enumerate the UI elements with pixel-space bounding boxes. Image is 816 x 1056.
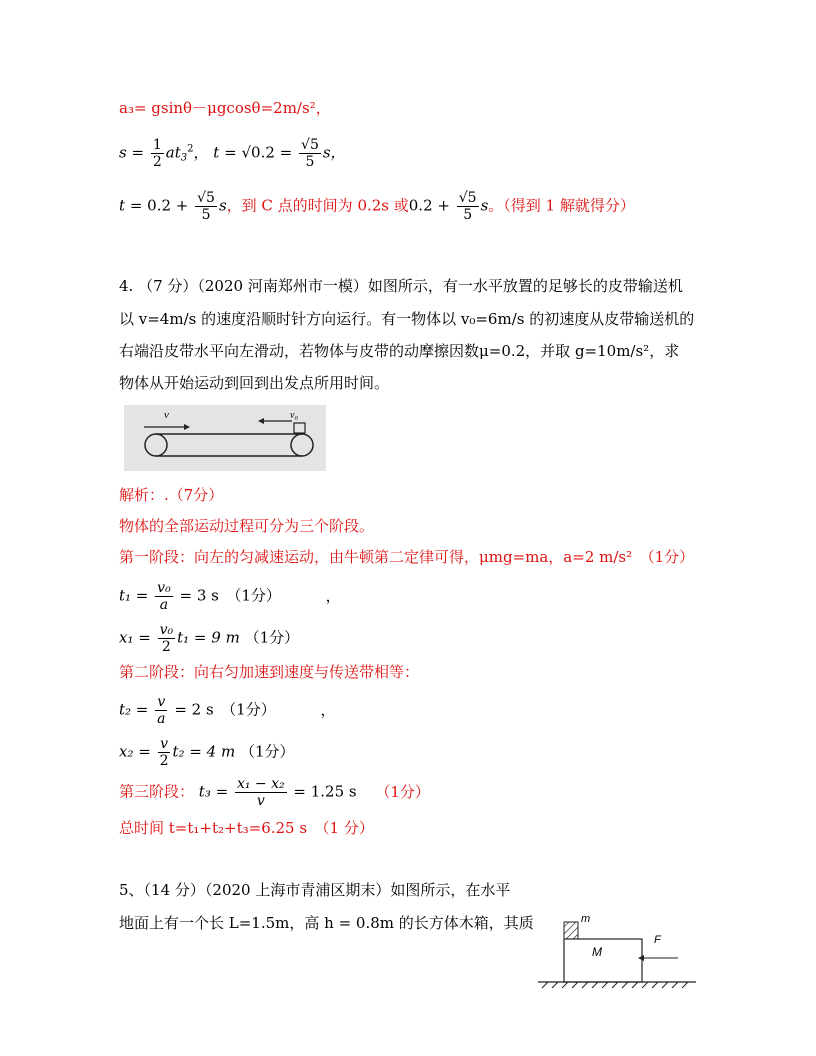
q5-line-2: 地面上有一个长 L=1.5m，高 h = 0.8m 的长方体木箱，其质 — [119, 914, 534, 932]
answer-heading: 解析：.（7分） — [119, 486, 224, 504]
answer-stage-2: 第二阶段：向右匀加速到速度与传送带相等： — [119, 663, 420, 681]
box-M — [564, 939, 642, 982]
q4-line-3: 右端沿皮带水平向左滑动，若物体与皮带的动摩擦因数μ=0.2，并取 g=10m/s²，求 — [119, 342, 680, 360]
q4-line-1: 4. （7 分）（2020 河南郑州市一模）如图所示，有一水平放置的足够长的皮带输送机 — [119, 277, 683, 295]
formula-x1: x₁ = $\frac{\text{v₀}}{2}$ t₁ = 9 m （1分） — [119, 622, 300, 655]
label-v: v — [164, 409, 169, 421]
formula-time-to-c: t = 0.2 + $\frac{√5}{5}$ s，到 C 点的时间为 0.2s 或0.2 + $\frac{√5}{5}$ s。（得到 1 解就得分） — [119, 190, 635, 223]
formula-t2: t₂ = $\frac{v}{a}$ = 2 s （1分） ， — [119, 694, 336, 727]
conveyor-belt-figure — [124, 405, 326, 471]
answer-stage-1: 第一阶段：向左的匀减速运动，由牛顿第二定律可得，μmg=ma，a=2 m/s² （1分） — [119, 548, 695, 566]
fraction-half: $\frac{1}{2}$ — [152, 137, 162, 170]
block-figure — [538, 910, 698, 990]
label-v0: v₀ — [290, 410, 298, 421]
formula-x2: x₂ = $\frac{v}{2}$ t₂ = 4 m （1分） — [119, 736, 295, 769]
q4-line-4: 物体从开始运动到回到出发点所用时间。 — [119, 374, 390, 392]
answer-para-1: 物体的全部运动过程可分为三个阶段。 — [119, 517, 375, 535]
label-F: F — [654, 934, 661, 946]
formula-s-t: s = $\frac{1}{2}$ $at_3^2$， t = √0.2 = $\frac{√5}{5}$ s， — [119, 137, 346, 170]
label-m: m — [581, 913, 591, 925]
small-block-m — [564, 922, 578, 939]
label-M: M — [592, 945, 602, 959]
fraction-root5-over-5: $\frac{√5}{5}$ — [301, 137, 319, 170]
formula-t1: t₁ = $\frac{\text{v₀}}{a}$ = 3 s （1分） ， — [119, 580, 341, 613]
q4-line-2: 以 v=4m/s 的速度沿顺时针方向运行。有一物体以 v₀=6m/s 的初速度从皮带输送机的 — [119, 310, 695, 328]
answer-total-time: 总时间 t=t₁+t₂+t₃=6.25 s （1 分） — [119, 819, 374, 837]
formula-t3: 第三阶段： t₃ = $\frac{\text{x₁ − x₂}}{v}$ = 1.25 s （1分） — [119, 776, 430, 809]
q5-line-1: 5、（14 分）（2020 上海市青浦区期末）如图所示，在水平 — [119, 881, 511, 899]
accel-line: a₃= gsinθ－μgcosθ=2m/s²， — [119, 99, 331, 117]
